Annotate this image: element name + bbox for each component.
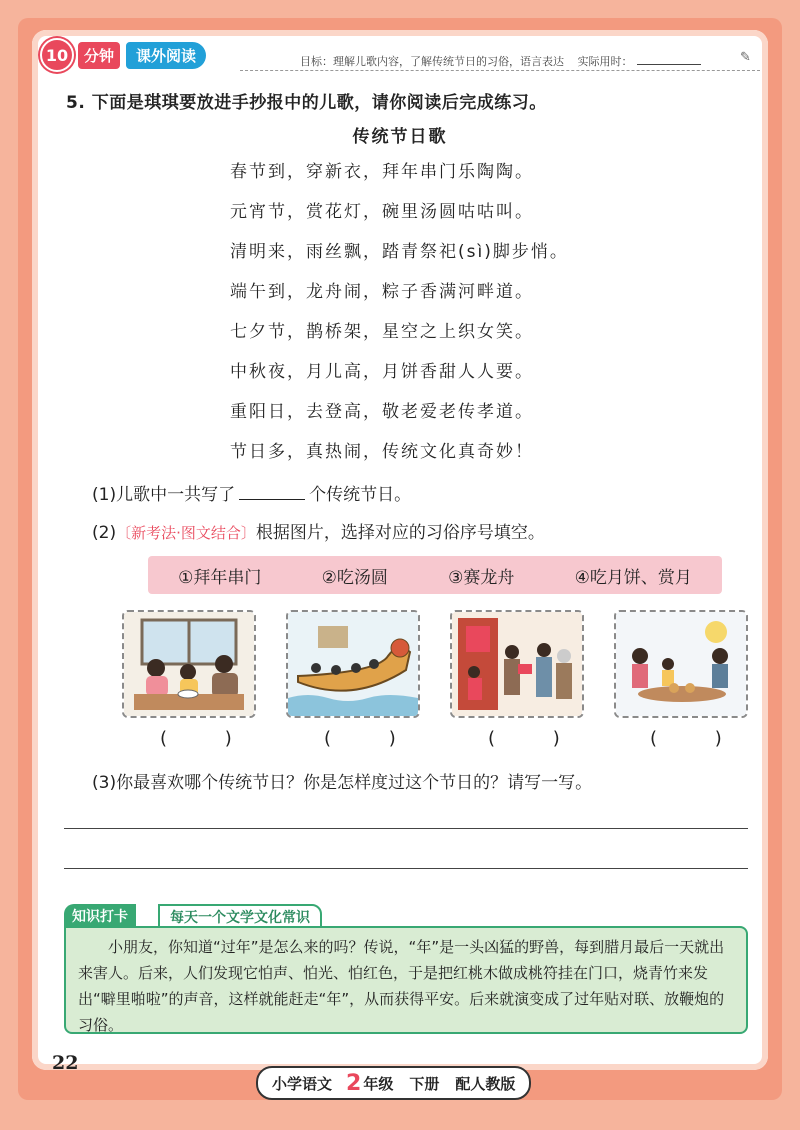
knowledge-card: 小朋友，你知道“过年”是怎么来的吗？传说，“年”是一头凶猛的野兽，每到腊月最后一天就出来害人。后来，人们发现它怕声、怕光、怕红色，于是把红桃木做成桃符挂在门口，烧青竹来发出“噼里啪啦”的声音，这样就能赶走“年”，从而获得平安。后来就演变成了过年贴对联、放鞭炮的习俗。 [64,926,748,1034]
answer-paren[interactable]: ( ) [650,728,748,749]
goal-text [300,53,701,69]
question-title: 5. 下面是琪琪要放进手抄报中的儿歌，请你阅读后完成练习。 [66,93,547,113]
picture-tangyuan [122,610,256,718]
picture-mid-autumn [614,610,748,718]
option-item: ③赛龙舟 [448,567,515,588]
footer-volume: 下册 [409,1074,440,1093]
sub1-text-b: 个传统节日。 [309,485,412,505]
picture-new-year-visit [450,610,584,718]
section-badge [40,40,206,70]
pencil-icon: ✎ [740,50,751,65]
option-item: ②吃汤圆 [321,567,388,588]
footer-grade: 2 [346,1070,362,1096]
poem-line: 中秋夜，月儿高，月饼香甜人人要。 [230,362,534,382]
option-item: ①拜年串门 [178,567,262,588]
answer-paren[interactable]: ( ) [488,728,586,749]
book-footer [256,1066,531,1100]
badge-minutes: 分钟 [78,42,120,69]
options-bar [148,556,722,594]
option-item: ④吃月饼、赏月 [574,567,692,588]
new-year-visit-illustration [452,612,582,716]
poem-line: 七夕节，鹊桥架，星空之上织女笑。 [230,322,534,342]
poem-line: 节日多，真热闹，传统文化真奇妙！ [230,442,534,462]
poem-line: 春节到，穿新衣，拜年串门乐陶陶。 [230,162,534,182]
answer-paren[interactable]: ( ) [324,728,422,749]
dragon-boat-illustration [288,612,418,716]
answer-blank[interactable] [239,499,305,500]
time-label: 实际用时： [577,55,633,68]
footer-subject: 小学语文 [272,1074,333,1093]
poem [230,152,569,472]
poem-title: 传统节日歌 [352,127,448,147]
card-tab-label: 知识打卡 [64,904,136,928]
poem-line: 元宵节，赏花灯，碗里汤圆咕咕叫。 [230,202,534,222]
footer-edition: 配人教版 [455,1074,516,1093]
sub2-prefix: (2) [92,523,117,543]
subquestion-3: (3)你最喜欢哪个传统节日？你是怎样度过这个节日的？请写一写。 [92,773,593,793]
subquestion-1 [92,480,411,505]
card-tab-subtitle: 每天一个文学文化常识 [158,904,322,930]
badge-number: 10 [40,38,74,72]
sub2-text: 根据图片，选择对应的习俗序号填空。 [255,523,545,543]
picture-row [122,610,750,720]
goal-label: 目标：理解儿歌内容，了解传统节日的习俗，语言表达 [300,55,564,68]
time-blank[interactable] [637,64,701,65]
poem-line: 清明来，雨丝飘，踏青祭祀(sì)脚步悄。 [230,242,569,262]
answer-paren[interactable]: ( ) [160,728,258,749]
poem-line: 端午到，龙舟闹，粽子香满河畔道。 [230,282,534,302]
new-method-tag: 〔新考法·图文结合〕 [116,524,256,542]
header-divider [240,70,760,71]
badge-title: 课外阅读 [126,42,206,69]
page-number: 22 [52,1052,79,1074]
writing-line[interactable] [64,868,748,869]
family-eating-illustration [124,612,254,716]
writing-line[interactable] [64,828,748,829]
mid-autumn-illustration [616,612,746,716]
picture-dragon-boat [286,610,420,718]
sub1-text-a: (1)儿歌中一共写了 [92,485,236,505]
poem-line: 重阳日，去登高，敬老爱老传孝道。 [230,402,534,422]
footer-grade-suffix: 年级 [363,1074,394,1093]
subquestion-2 [92,518,545,543]
